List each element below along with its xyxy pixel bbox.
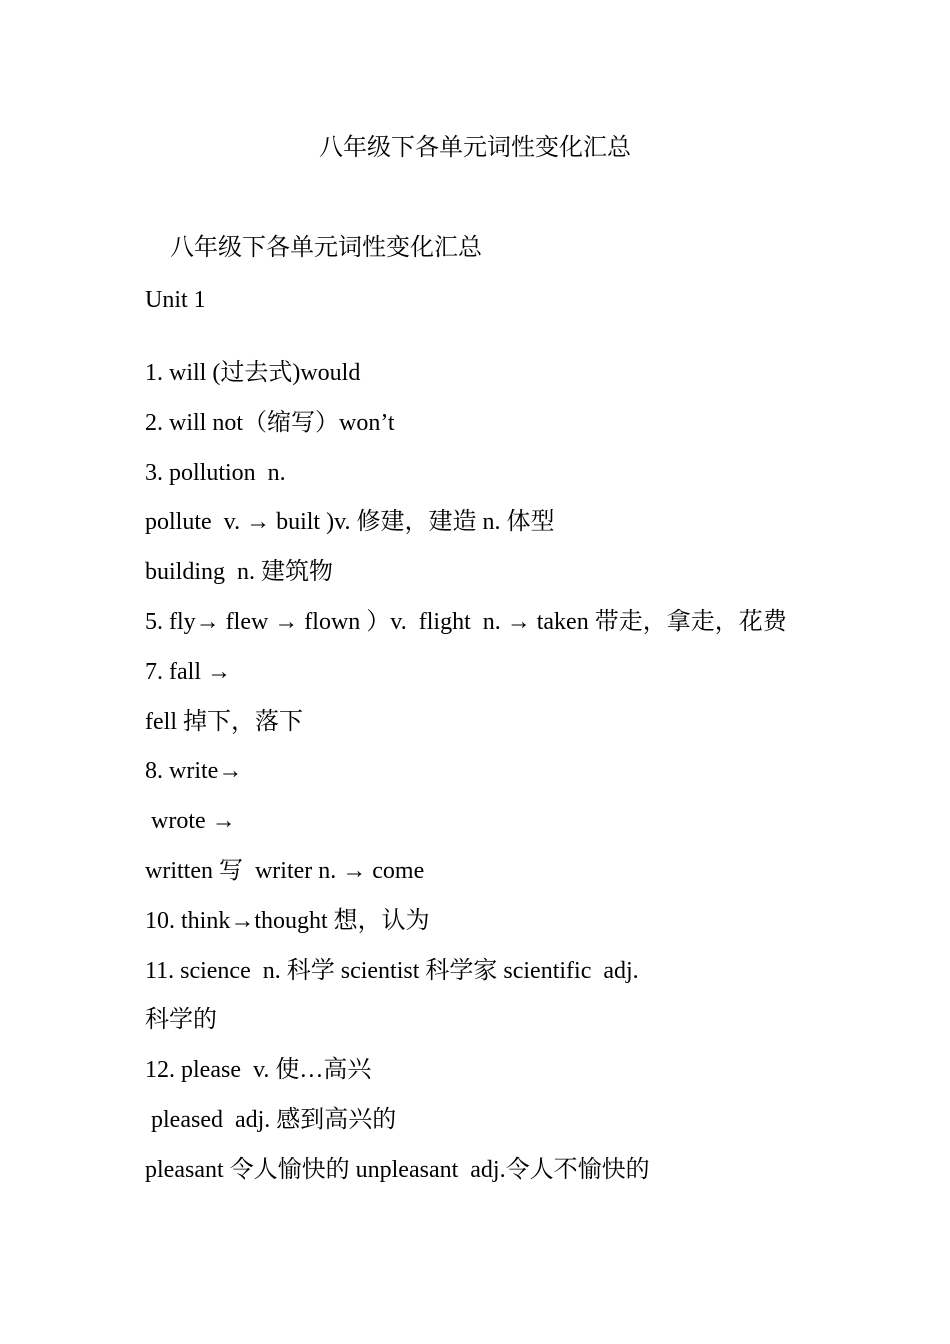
vocabulary-line: 科学的 [145, 1007, 217, 1034]
document-title: 八年级下各单元词性变化汇总 [319, 135, 631, 161]
vocabulary-line: 1. will (过去式)would [145, 360, 361, 386]
vocabulary-line: 5. fly→ flew → flown ）v. flight n. → taken 带走，拿走，花费 [145, 608, 787, 635]
unit-heading: Unit 1 [145, 287, 206, 313]
vocabulary-line: 10. think→thought 想，认为 [145, 907, 430, 934]
vocabulary-line: fell 掉下，落下 [145, 708, 303, 735]
vocabulary-line: wrote → [145, 808, 236, 835]
document-subtitle: 八年级下各单元词性变化汇总 [170, 235, 482, 261]
vocabulary-line: written 写 writer n. → come [145, 857, 425, 884]
vocabulary-line: 11. science n. 科学 scientist 科学家 scientific adj. [145, 957, 639, 984]
vocabulary-line: 12. please v. 使…高兴 [145, 1057, 372, 1084]
vocabulary-line: 2. will not（缩写）won’t [145, 409, 395, 436]
vocabulary-line: building n. 建筑物 [145, 559, 334, 586]
vocabulary-line: 8. write→ [145, 758, 243, 785]
vocabulary-line: 3. pollution n. [145, 459, 286, 486]
vocabulary-line: pollute v. → built )v. 修建，建造 n. 体型 [145, 509, 555, 536]
vocabulary-line: pleased adj. 感到高兴的 [145, 1106, 397, 1133]
vocabulary-line: 7. fall → [145, 658, 231, 685]
vocabulary-line: pleasant 令人愉快的 unpleasant adj.令人不愉快的 [145, 1156, 650, 1183]
vocabulary-list [145, 356, 845, 1203]
